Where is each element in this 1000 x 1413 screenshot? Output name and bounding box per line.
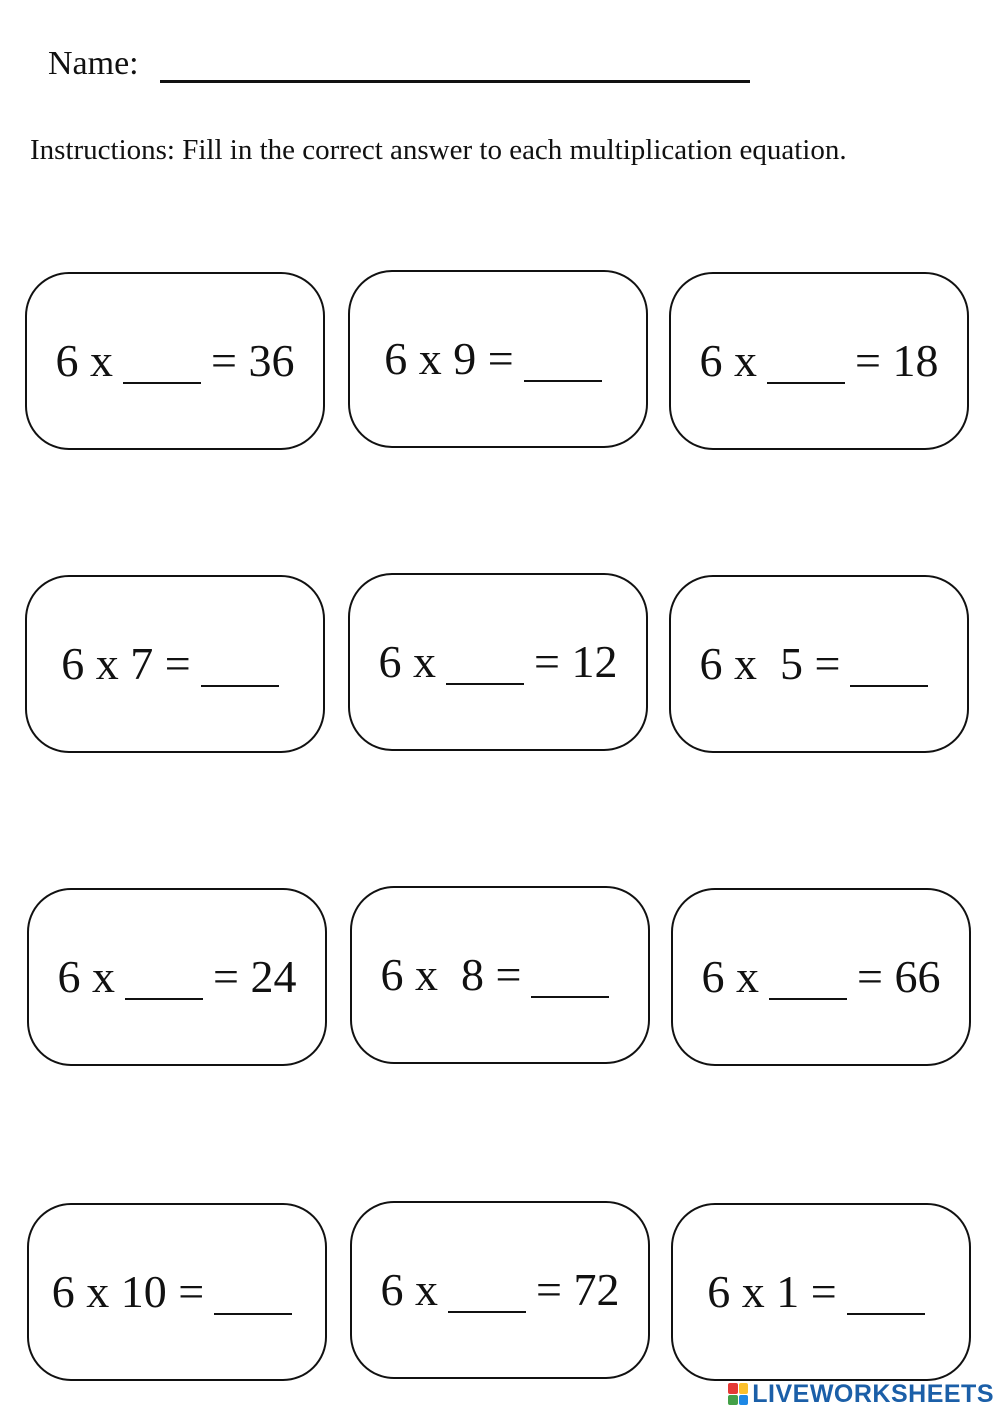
equation bbox=[673, 949, 969, 1005]
equation-card bbox=[669, 272, 969, 450]
equation-card bbox=[27, 888, 327, 1066]
answer-blank[interactable] bbox=[125, 998, 203, 1000]
equation-card bbox=[348, 270, 648, 448]
equation-right: = 18 bbox=[855, 335, 939, 386]
equation-left: 6 x bbox=[699, 335, 758, 386]
equation-right: = 24 bbox=[213, 951, 297, 1002]
answer-blank[interactable] bbox=[847, 1313, 925, 1315]
answer-blank[interactable] bbox=[531, 996, 609, 998]
equation-card bbox=[669, 575, 969, 753]
equation bbox=[27, 333, 323, 389]
answer-blank[interactable] bbox=[769, 998, 847, 1000]
equation-left: 6 x 7 = bbox=[61, 638, 191, 689]
equation-card bbox=[671, 888, 971, 1066]
answer-blank[interactable] bbox=[524, 380, 602, 382]
brand-text: LIVEWORKSHEETS bbox=[752, 1379, 994, 1408]
equation-left: 6 x 5 = bbox=[699, 638, 841, 689]
equation bbox=[673, 1264, 969, 1320]
name-label: Name: bbox=[48, 45, 139, 82]
liveworksheets-logo-icon bbox=[728, 1383, 748, 1405]
equation-left: 6 x bbox=[701, 951, 760, 1002]
equation bbox=[350, 634, 646, 690]
equation-right: = 12 bbox=[534, 636, 618, 687]
equation-card bbox=[25, 575, 325, 753]
equation-left: 6 x 1 = bbox=[707, 1266, 837, 1317]
answer-blank[interactable] bbox=[214, 1313, 292, 1315]
equation bbox=[352, 947, 648, 1003]
answer-blank[interactable] bbox=[123, 382, 201, 384]
name-answer-line[interactable] bbox=[160, 80, 750, 83]
equation-card bbox=[348, 573, 648, 751]
equation-card bbox=[350, 1201, 650, 1379]
equation bbox=[29, 949, 325, 1005]
answer-blank[interactable] bbox=[446, 683, 524, 685]
equation-card bbox=[671, 1203, 971, 1381]
equation-left: 6 x bbox=[55, 335, 114, 386]
equation bbox=[350, 331, 646, 387]
equation bbox=[671, 333, 967, 389]
equation-card bbox=[25, 272, 325, 450]
answer-blank[interactable] bbox=[850, 685, 928, 687]
answer-blank[interactable] bbox=[201, 685, 279, 687]
equation-right: = 72 bbox=[536, 1264, 620, 1315]
equation-card bbox=[27, 1203, 327, 1381]
equation-right: = 36 bbox=[211, 335, 295, 386]
equation bbox=[27, 636, 323, 692]
equation-card bbox=[350, 886, 650, 1064]
equation bbox=[29, 1264, 325, 1320]
equation-left: 6 x bbox=[378, 636, 437, 687]
equation bbox=[671, 636, 967, 692]
equation-left: 6 x 9 = bbox=[384, 333, 514, 384]
name-row bbox=[48, 42, 758, 92]
answer-blank[interactable] bbox=[767, 382, 845, 384]
equation-right: = 66 bbox=[857, 951, 941, 1002]
answer-blank[interactable] bbox=[448, 1311, 526, 1313]
instructions-text: Instructions: Fill in the correct answer to each multiplication equation. bbox=[30, 134, 847, 166]
equation-left: 6 x bbox=[380, 1264, 439, 1315]
equation-left: 6 x 8 = bbox=[380, 949, 522, 1000]
equation-left: 6 x 10 = bbox=[51, 1266, 205, 1317]
liveworksheets-brand[interactable] bbox=[728, 1379, 994, 1409]
equation-left: 6 x bbox=[57, 951, 116, 1002]
equation bbox=[352, 1262, 648, 1318]
